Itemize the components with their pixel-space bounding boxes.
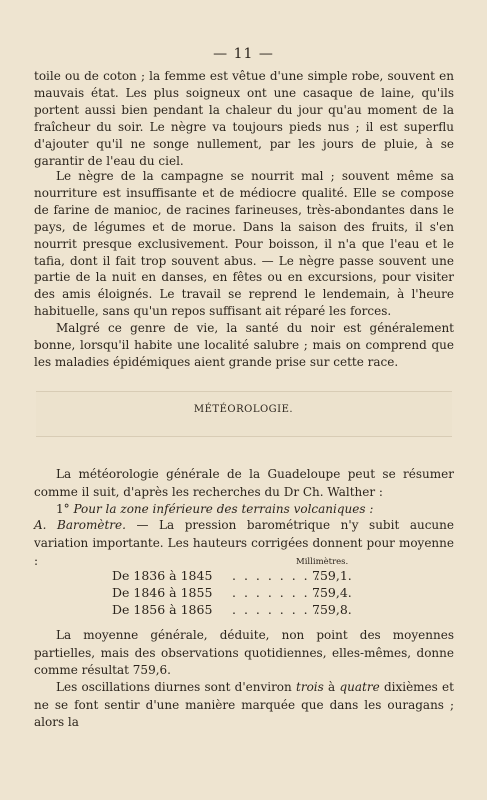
value-cell: 759,8. <box>312 602 352 617</box>
barometer-label: A. Baromètre. <box>34 518 126 532</box>
paragraph-barometer <box>34 516 454 570</box>
barometer-text: — La pression barométrique n'y subit aucune variation importante. Les hauteurs corrigées donnent pour moyenne : <box>34 518 454 568</box>
table-row <box>112 568 372 583</box>
table-row <box>112 585 372 600</box>
leader-dots: . . . . . . . . <box>232 602 322 617</box>
paragraph-oscillations <box>34 679 454 732</box>
oscillations-text-a: Les oscillations diurnes sont d'environ <box>56 680 292 694</box>
period-cell: De 1836 à 1845 <box>112 568 213 583</box>
paragraph-food: Le nègre de la campagne se nourrit mal ; souvent même sa nourriture est insuffisante et de médiocre qualité. Elle se compose de farine de manioc, de racines farineuses, très-abondantes dans le pays, de légumes et de morue. Dans la saison des fruits, il s'en nourrit presque exclusivement. Pour boisson, il n'a que l'eau et le tafia, dont il fait trop souvent abus. — Le nègre passe souvent une partie de la nuit en danses, en fêtes ou en excursions, pour visiter des amis éloignés. Le travail se reprend le lendemain, à l'heure habituelle, sans qu'un repos suffisant ait réparé les forces. <box>34 169 454 319</box>
section-title: MÉTÉOROLOGIE. <box>193 404 294 415</box>
oscillations-text-e: dixièmes et ne se font sentir d'une manière marquée que dans les ouragans ; alors la <box>34 680 454 729</box>
subsection-title: Pour la zone inférieure des terrains volcaniques : <box>73 502 374 516</box>
table-unit-header: Millimètres. <box>296 557 349 567</box>
paragraph-clothing: toile ou de coton ; la femme est vêtue d'une simple robe, souvent en mauvais état. Les plus soigneux ont une casaque de laine, qu'ils portent aussi bien pendant la chaleur du jour qu'au moment de la fraîcheur du soir. Le nègre va toujours pieds nus ; il est superflu d'ajouter qu'il ne songe nullement, par les jours de pluie, à se garantir de l'eau du ciel. <box>34 69 454 168</box>
paragraph-meteorology-intro: La météorologie générale de la Guadeloupe peut se résumer comme il suit, d'après les recherches du Dr Ch. Walther : <box>34 467 454 499</box>
period-cell: De 1856 à 1865 <box>112 602 213 617</box>
oscillations-quatre: quatre <box>339 680 380 694</box>
leader-dots: . . . . . . . . <box>232 568 322 583</box>
subsection-number: 1° <box>56 502 70 516</box>
period-cell: De 1846 à 1855 <box>112 585 213 600</box>
page-number: — 11 — <box>213 46 274 62</box>
value-cell: 759,1. <box>312 568 352 583</box>
paragraph-health: Malgré ce genre de vie, la santé du noir est généralement bonne, lorsqu'il habite une localité salubre ; mais on comprend que les maladies épidémiques aient grande prise sur cette race. <box>34 321 454 369</box>
paragraph-average: La moyenne générale, déduite, non point des moyennes partielles, mais des observations quotidiennes, elles-mêmes, donne comme résultat 759,6. <box>34 628 454 677</box>
oscillations-text-c: à <box>328 680 336 694</box>
leader-dots: . . . . . . . . <box>232 585 322 600</box>
table-row <box>112 602 372 617</box>
value-cell: 759,4. <box>312 585 352 600</box>
oscillations-trois: trois <box>296 680 324 694</box>
